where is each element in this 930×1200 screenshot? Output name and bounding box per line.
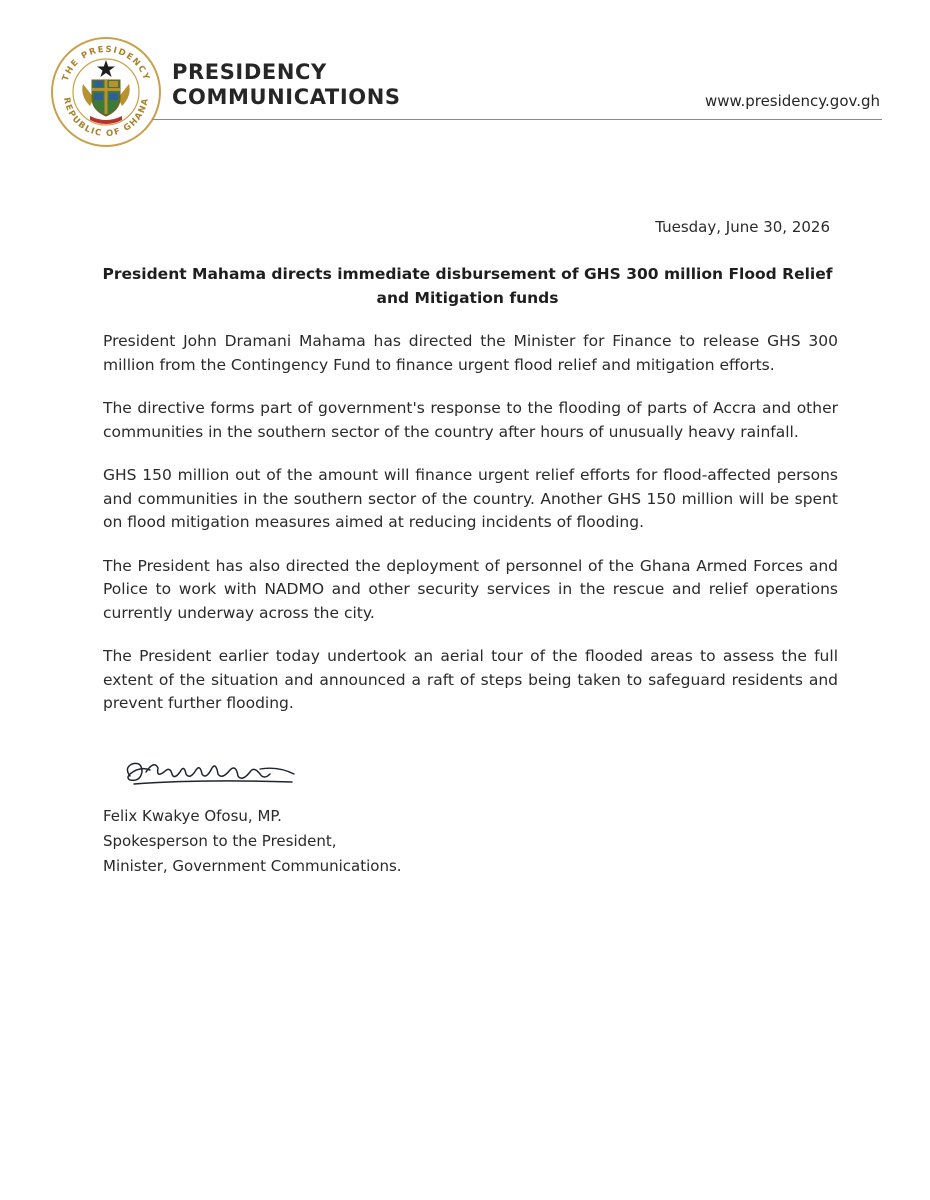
body-paragraph: The President earlier today undertook an aerial tour of the flooded areas to assess the full extent of the situation and announced a raft of steps being taken to safeguard residents and prevent further flooding.	[103, 647, 838, 712]
signatory-name: Felix Kwakye Ofosu, MP.	[103, 807, 282, 825]
signatory-block	[103, 804, 402, 879]
body-paragraph: President John Dramani Mahama has directed the Minister for Finance to release GHS 300 million from the Contingency Fund to finance urgent flood relief and mitigation efforts.	[103, 332, 838, 374]
organization-name	[172, 60, 401, 110]
org-name-line1: PRESIDENCY	[172, 60, 327, 84]
website-address: www.presidency.gov.gh	[705, 92, 880, 110]
org-name-line2: COMMUNICATIONS	[172, 85, 401, 109]
body-paragraph: The directive forms part of government's response to the flooding of parts of Accra and other communities in the southern sector of the country after hours of unusually heavy rainfall.	[103, 399, 838, 441]
signatory-title-line1: Spokesperson to the President,	[103, 832, 337, 850]
header-divider	[152, 119, 882, 120]
body-paragraph: The President has also directed the deployment of personnel of the Ghana Armed Forces and Police to work with NADMO and other security services in the rescue and relief operations currently underway across the city.	[103, 556, 838, 622]
release-body	[103, 330, 838, 736]
seal-bottom-text: REPUBLIC OF GHANA	[61, 96, 151, 140]
body-paragraph: GHS 150 million out of the amount will finance urgent relief efforts for flood-affected persons and communities in the southern sector of the country. Another GHS 150 million will be spent on flood mitigation measures aimed at reducing incidents of flooding.	[103, 466, 838, 531]
seal-top-text: THE PRESIDENCY	[60, 44, 152, 83]
release-headline: President Mahama directs immediate disbursement of GHS 300 million Flood Relief and Mitigation funds	[102, 265, 833, 307]
handwritten-signature	[120, 752, 300, 792]
presidency-seal-icon	[50, 36, 162, 148]
release-date: Tuesday, June 30, 2026	[655, 218, 830, 236]
signatory-title-line2: Minister, Government Communications.	[103, 857, 402, 875]
